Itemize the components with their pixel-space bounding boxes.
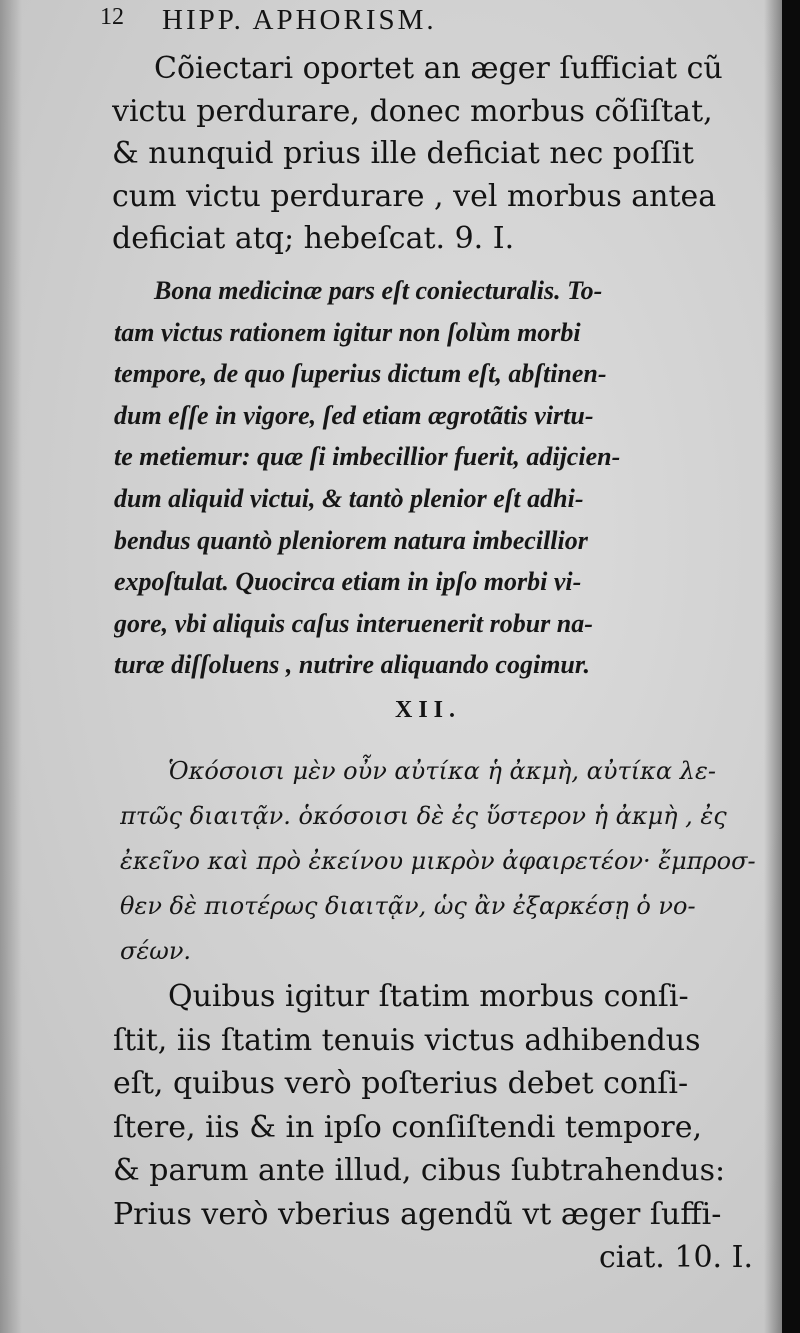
text-line: ἐκεῖνο καὶ πρὸ ἐκείνου μικρὸν ἀφαιρετέον· ἔμπροσ- xyxy=(120,847,756,875)
greek-aphorism xyxy=(120,749,770,974)
text-line: Quibus igitur ſtatim morbus conſi- xyxy=(168,979,689,1014)
text-line: gore, vbi aliquis caſus interuenerit robur na- xyxy=(114,608,593,638)
text-line: bendus quantò pleniorem natura imbecillior xyxy=(114,525,588,555)
page-gutter-shadow xyxy=(0,0,22,1333)
text-line: Ὁκόσοισι μὲν οὖν αὐτίκα ἡ ἀκμὴ, αὐτίκα λε- xyxy=(168,757,716,785)
text-line: ſtit, iis ſtatim tenuis victus adhibendus xyxy=(113,1022,701,1058)
text-line: cum victu perdurare , vel morbus antea xyxy=(112,178,717,214)
running-header xyxy=(100,4,680,40)
text-line: eſt, quibus verò poſterius debet conſi- xyxy=(113,1066,689,1101)
text-line: turæ diſſoluens , nutrire aliquando cogimur. xyxy=(114,650,591,680)
text-line: tempore, de quo ſuperius dictum eſt, abſtinen- xyxy=(114,359,607,389)
running-title: HIPP. APHORISM. xyxy=(162,4,437,36)
text-line: deficiat atq; hebeſcat. 9. I. xyxy=(112,221,515,257)
text-line: te metiemur: quæ ſi imbecillior fuerit, adijcien- xyxy=(114,442,621,472)
latin-paragraph-2 xyxy=(113,975,763,1280)
commentary-paragraph xyxy=(114,270,764,686)
text-line: πτῶς διαιτᾷν. ὁκόσοισι δὲ ἐς ὕστερον ἡ ἀκμὴ , ἐς xyxy=(120,802,727,830)
text-line: ciat. 10. I. xyxy=(598,1240,753,1275)
text-line: tam victus rationem igitur non ſolùm morbi xyxy=(114,317,581,347)
text-line: Bona medicinæ pars eſt coniecturalis. To- xyxy=(154,276,603,305)
section-heading: XII. xyxy=(395,697,462,723)
text-line: dum eſſe in vigore, ſed etiam ægrotãtis virtu- xyxy=(114,400,594,430)
text-line: σέων. xyxy=(120,937,192,965)
text-line: Prius verò vberius agendũ vt æger ſuffi- xyxy=(113,1196,722,1232)
text-line: ſtere, iis & in ipſo conſiſtendi tempore, xyxy=(113,1109,702,1145)
text-line: dum aliquid victui, & tantò plenior eſt adhi- xyxy=(114,483,584,513)
text-line: expoſtulat. Quocirca etiam in ipſo morbi vi- xyxy=(114,567,582,597)
text-line: & nunquid prius ille deficiat nec poſſit xyxy=(112,136,694,172)
text-line: θεν δὲ πιοτέρως διαιτᾷν, ὡς ἂν ἐξαρκέσῃ ὁ νο- xyxy=(120,892,696,920)
text-line: Cõiectari oportet an æger ſufficiat cũ xyxy=(154,51,723,86)
page-edge-shadow xyxy=(764,0,782,1333)
text-line: victu perdurare, donec morbus cõſiſtat, xyxy=(112,93,713,129)
latin-paragraph-1 xyxy=(112,48,762,261)
page-number: 12 xyxy=(100,4,124,30)
text-line: & parum ante illud, cibus ſubtrahendus: xyxy=(113,1153,726,1188)
